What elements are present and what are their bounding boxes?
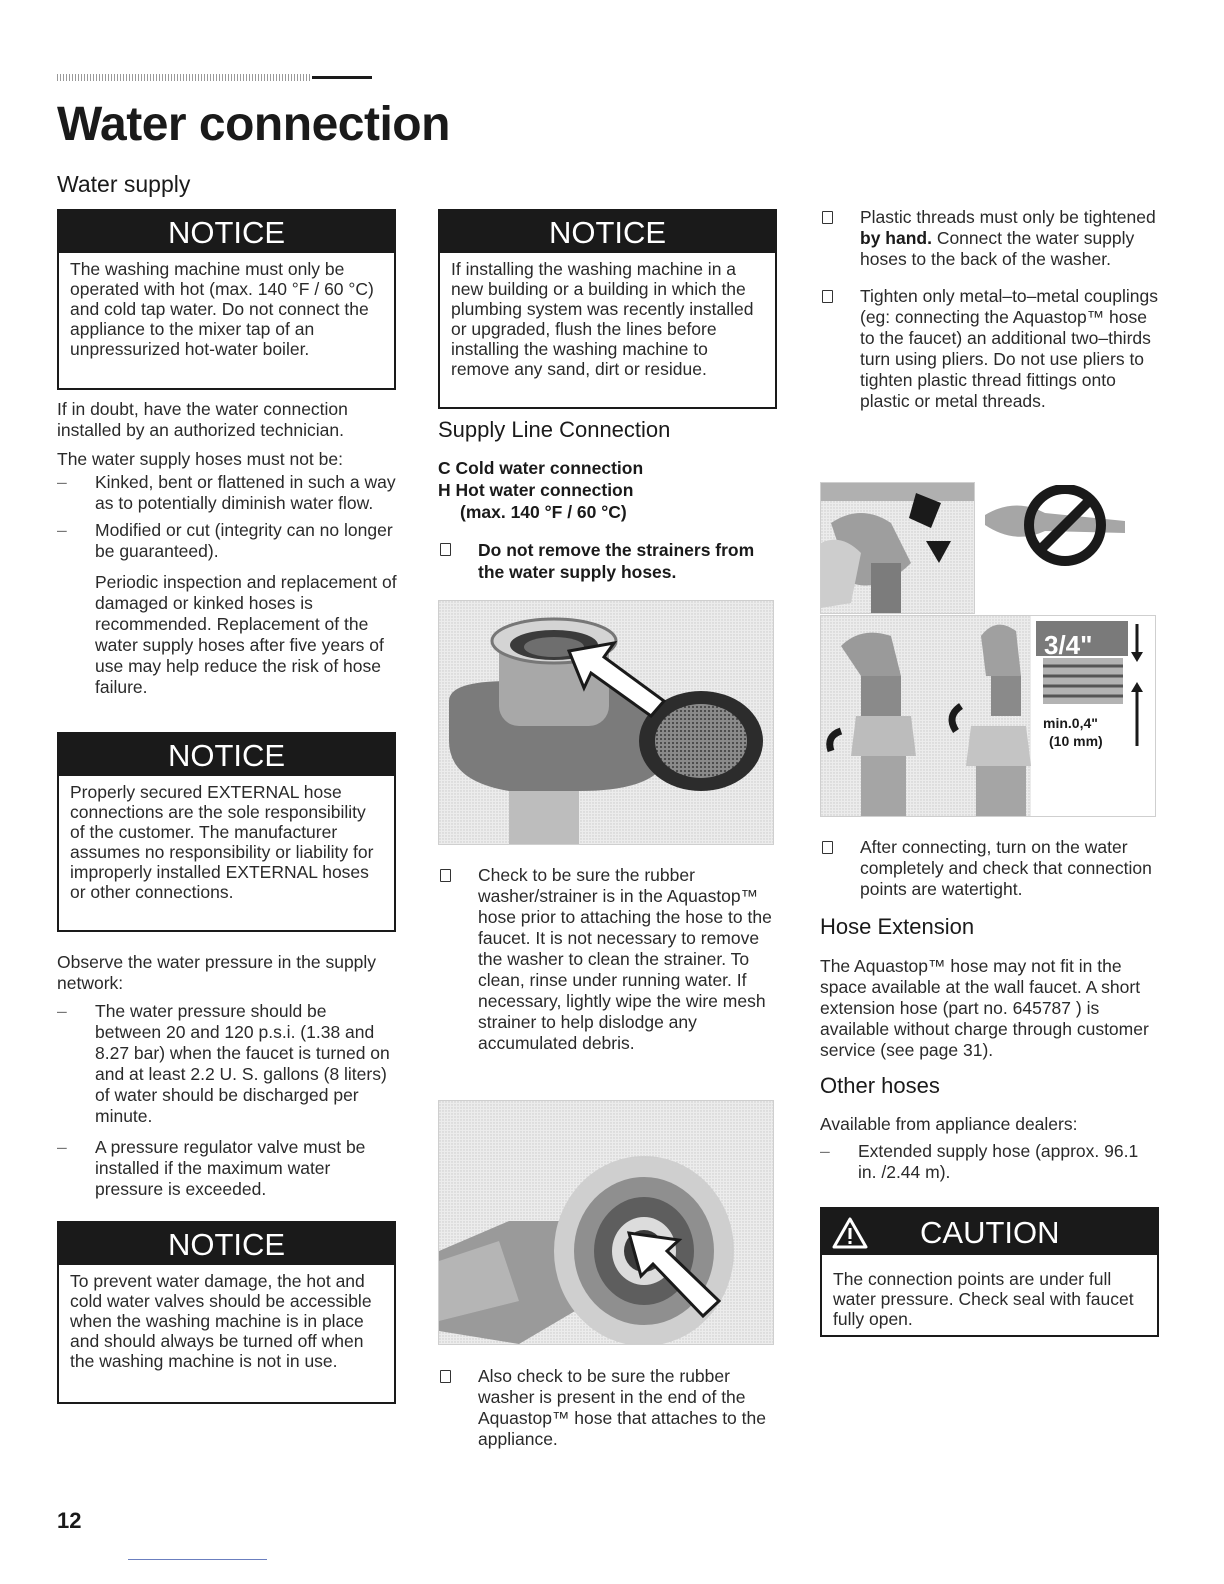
doubt-paragraph: If in doubt, have the water connection installed by an authorized technician. — [57, 399, 348, 440]
checkbox-icon — [822, 841, 833, 854]
checkbox-icon — [440, 1370, 451, 1383]
min-mm-label: (10 mm) — [1049, 733, 1103, 749]
notice-label: NOTICE — [59, 734, 394, 776]
pressure-section — [57, 952, 397, 1206]
plastic-text-bold: by hand. — [860, 228, 932, 248]
list-item — [438, 539, 778, 583]
checkbox-icon — [822, 290, 833, 303]
list-item: – The water pressure should be between 20 and 120 p.s.i. (1.38 and 8.27 bar) when the faucet is turned on and at least 2.2 U. S. gallons (8 liters) of water should be discharged per minute. — [57, 1001, 397, 1127]
after-connect-text: After connecting, turn on the water completely and check that connection points are watertight. — [860, 837, 1152, 899]
hoses-intro: The water supply hoses must not be: — [57, 449, 343, 469]
checkbox-icon — [440, 543, 451, 556]
min-label: min.0,4" — [1043, 715, 1098, 731]
notice-box-valves — [57, 1221, 396, 1404]
check-end-text: Also check to be sure the rubber washer is present in the end of the Aquastop™ hose that attaches to the appliance. — [478, 1366, 766, 1449]
list-item: – Kinked, bent or flattened in such a way as to potentially diminish water flow. — [57, 472, 397, 514]
pressure-intro: Observe the water pressure in the supply network: — [57, 952, 377, 993]
caution-text: The connection points are under full water pressure. Check seal with faucet fully open. — [833, 1269, 1134, 1329]
supply-line-heading: Supply Line Connection — [438, 417, 671, 442]
thread-instructions-list — [820, 207, 1165, 412]
caution-box — [820, 1207, 1159, 1337]
list-item — [820, 286, 1165, 412]
notice-box-hot-cold — [57, 209, 396, 390]
connection-labels — [438, 457, 778, 523]
no-pliers-graphic — [985, 485, 1155, 585]
check-washer-text: Check to be sure the rubber washer/strainer is in the Aquastop™ hose prior to attaching the hose to the faucet. It is not necessary to remove the washer to clean the strainer. To clean, rinse under running water. If necessary, lightly wipe the wire mesh strainer to help dislodge any accumulated debris. — [478, 865, 772, 1053]
footer-rule — [128, 1559, 267, 1560]
pressure-list — [57, 1001, 397, 1200]
list-item — [438, 865, 783, 1054]
hose-extension-heading: Hose Extension — [820, 914, 975, 939]
hand-tighten-photo — [820, 482, 975, 614]
hot-label: H Hot water connection — [438, 480, 634, 500]
caution-label: CAUTION — [920, 1215, 1060, 1250]
thread-size-label: 3/4" — [1044, 630, 1093, 660]
notice-label: NOTICE — [440, 211, 775, 253]
checkbox-icon — [440, 869, 451, 882]
list-item — [820, 837, 1165, 900]
notice-box-new-building — [438, 209, 777, 409]
other-hoses-intro: Available from appliance dealers: — [820, 1114, 1078, 1134]
notice-label: NOTICE — [59, 211, 394, 253]
inspection-paragraph: Periodic inspection and replacement of damaged or kinked hoses is recommended. Replacement of the water supply hoses after five years of use may help reduce the risk of hose failure. — [95, 572, 397, 697]
checkbox-icon — [822, 211, 833, 224]
check-end-list — [438, 1366, 783, 1450]
list-item — [820, 207, 1165, 270]
after-connect-list — [820, 837, 1165, 900]
strainer-photo — [438, 600, 774, 845]
hoses-list — [57, 472, 397, 562]
check-washer-list — [438, 865, 783, 1054]
list-item: – A pressure regulator valve must be installed if the maximum water pressure is exceeded. — [57, 1137, 397, 1200]
section-title: Water supply — [57, 171, 191, 197]
warning-triangle-icon — [832, 1217, 868, 1249]
notice-label: NOTICE — [59, 1223, 394, 1265]
page-number: 12 — [57, 1508, 82, 1533]
notice-box-external-hoses — [57, 732, 396, 932]
hot-max: (max. 140 °F / 60 °C) — [460, 502, 627, 522]
header-rule — [57, 76, 372, 79]
metal-text: Tighten only metal–to–metal couplings (eg: connecting the Aquastop™ hose to the faucet) an additional two–thirds turn using pliers. Do not use pliers to tighten plastic thread fittings onto plastic or metal threads. — [860, 286, 1158, 411]
plastic-text-post: Connect the water supply hoses to the back of the washer. — [860, 228, 1135, 269]
list-item: – Extended supply hose (approx. 96.1 in. /2.44 m). — [820, 1141, 1160, 1183]
cold-label: C Cold water connection — [438, 458, 644, 478]
page-title: Water connection — [57, 98, 450, 151]
notice-text: The washing machine must only be operated with hot (max. 140 °F / 60 °C) and cold tap water. Do not connect the appliance to the mixer tap of an unpressurized hot-water boiler. — [70, 259, 374, 359]
hose-end-photo — [438, 1100, 774, 1345]
other-hoses-section — [820, 1114, 1160, 1189]
thread-size-photo — [820, 615, 1156, 817]
strainer-warning-list — [438, 539, 778, 583]
list-item — [438, 1366, 783, 1450]
other-hoses-list — [820, 1141, 1160, 1183]
notice-text: If installing the washing machine in a new building or a building in which the plumbing system was recently installed or upgraded, flush the lines before installing the washing machine to remove any sand, dirt or residue. — [451, 259, 754, 379]
other-hoses-heading: Other hoses — [820, 1073, 940, 1098]
notice-text: To prevent water damage, the hot and cold water valves should be accessible when the washing machine is in place and should always be turned off when the washing machine is not in use. — [70, 1271, 372, 1371]
list-item: – Modified or cut (integrity can no longer be guaranteed). — [57, 520, 397, 562]
plastic-text-pre: Plastic threads must only be tightened — [860, 207, 1156, 227]
hose-extension-text: The Aquastop™ hose may not fit in the space available at the wall faucet. A short extension hose (part no. 645787 ) is available without charge through customer service (see page 31). — [820, 956, 1149, 1060]
column-1-text — [57, 399, 397, 706]
notice-text: Properly secured EXTERNAL hose connections are the sole responsibility of the customer. The manufacturer assumes no responsibility or liability for improperly installed EXTERNAL hoses or other connections. — [70, 782, 374, 902]
caution-bar — [822, 1209, 1157, 1255]
strainer-warning: Do not remove the strainers from the water supply hoses. — [478, 540, 755, 582]
